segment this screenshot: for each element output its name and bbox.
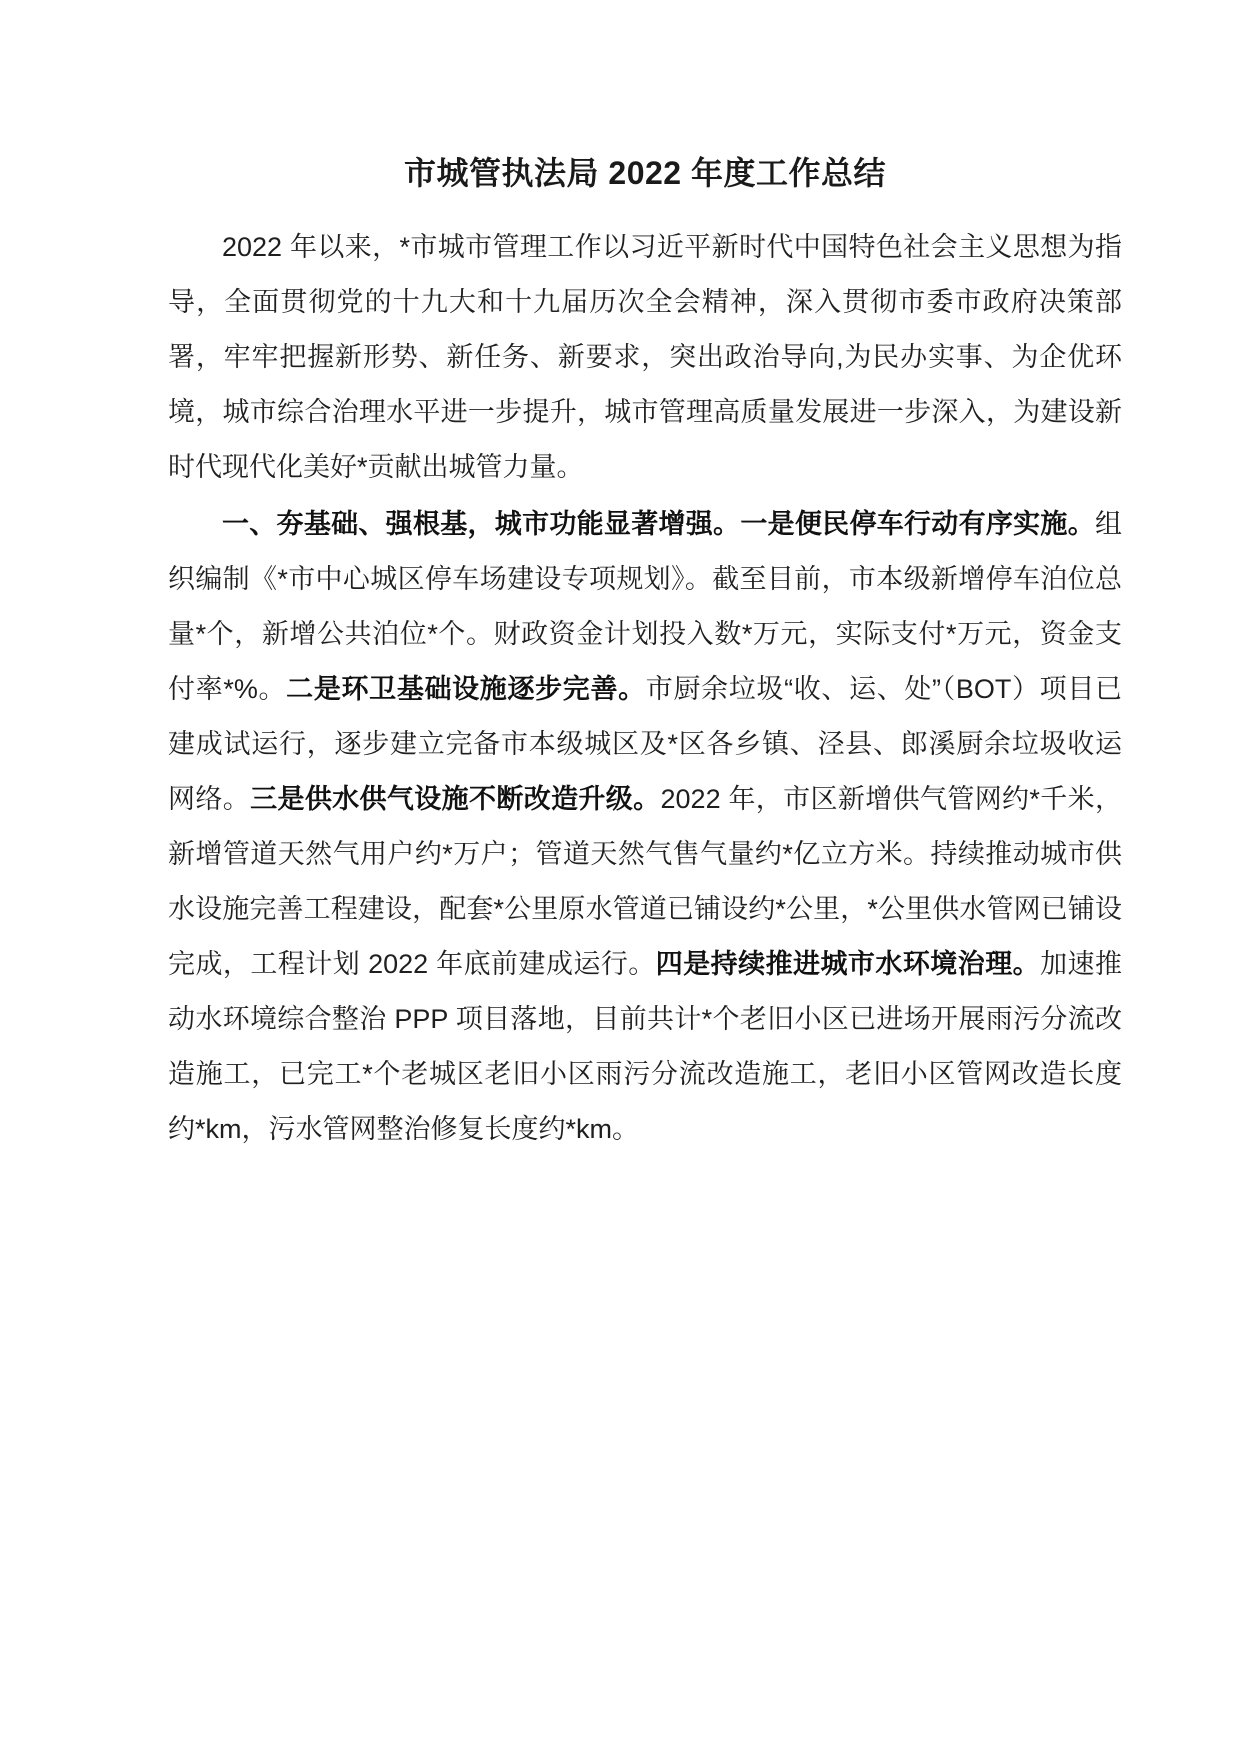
text-run: 加速推动水环境综合整治 PPP 项目落地，目前共计*个老旧小区已进场开展雨污分流改造施工，已完工*个老城区老旧小区雨污分流改造施工，老旧小区管网改造长度约*km，污水管网整治修复长度约*km。 bbox=[168, 949, 1123, 1144]
text-run: 二是环卫基础设施逐步完善。 bbox=[286, 674, 646, 704]
text-run: 2022 年，市区新增供气管网约*千米，新增管道天然气用户约*万户；管道天然气售气量约*亿立方米。持续推动城市供水设施完善工程建设，配套*公里原水管道已铺设约*公里，*公里供水管网已铺设完成，工程计划 2022 年底前建成运行。 bbox=[168, 784, 1123, 979]
text-run: 组织编制《*市中心城区停车场建设专项规划》。截至目前，市本级新增停车泊位总量*个，新增公共泊位*个。财政资金计划投入数*万元，实际支付*万元，资金支付率*%。 bbox=[168, 509, 1122, 704]
text-run: 三是供水供气设施不断改造升级。 bbox=[250, 784, 661, 814]
document-body bbox=[168, 220, 1122, 1157]
text-run: 2022 年以来，*市城市管理工作以习近平新时代中国特色社会主义思想为指导，全面贯彻党的十九大和十九届历次全会精神，深入贯彻市委市政府决策部署，牢牢把握新形势、新任务、新要求，突出政治导向,为民办实事、为企优环境，城市综合治理水平进一步提升，城市管理高质量发展进一步深入，为建设新时代现代化美好*贡献出城管力量。 bbox=[168, 232, 1122, 482]
paragraph-section-one bbox=[168, 497, 1122, 1157]
text-run: 一、夯基础、强根基，城市功能显著增强。一是便民停车行动有序实施。 bbox=[222, 509, 1095, 539]
page-title: 市城管执法局 2022 年度工作总结 bbox=[404, 155, 886, 191]
text-run: 四是持续推进城市水环境治理。 bbox=[655, 949, 1041, 979]
text-run: 市厨余垃圾“收、运、处”（BOT）项目已建成试运行，逐步建立完备市本级城区及*区各乡镇、泾县、郎溪厨余垃圾收运网络。 bbox=[168, 674, 1123, 814]
paragraph-intro bbox=[168, 220, 1122, 495]
